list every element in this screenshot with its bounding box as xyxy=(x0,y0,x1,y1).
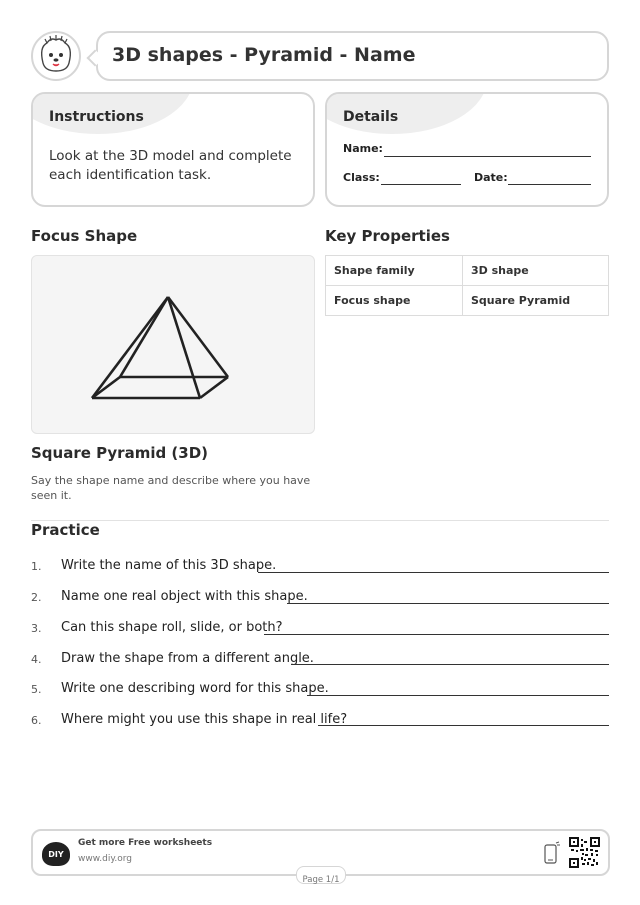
answer-line[interactable] xyxy=(258,572,609,573)
question-number: 1. xyxy=(31,560,42,573)
details-heading: Details xyxy=(343,109,399,125)
table-row xyxy=(326,256,609,286)
key-properties-heading: Key Properties xyxy=(325,227,450,245)
name-label: Name: xyxy=(343,142,383,155)
question-text: Where might you use this shape in real life? xyxy=(61,712,348,727)
diy-logo[interactable] xyxy=(42,842,70,866)
title-card xyxy=(96,31,609,81)
property-label: Shape family xyxy=(326,256,463,286)
property-label: Focus shape xyxy=(326,286,463,316)
footer-promo: Get more Free worksheets xyxy=(78,838,213,848)
page-number-badge xyxy=(296,866,346,884)
date-field[interactable] xyxy=(508,184,591,185)
question-number: 4. xyxy=(31,653,42,666)
question-text: Can this shape roll, slide, or both? xyxy=(61,620,283,635)
question-number: 2. xyxy=(31,591,42,604)
phone-icon xyxy=(543,841,561,869)
question-number: 6. xyxy=(31,714,42,727)
instructions-card xyxy=(31,92,315,207)
square-pyramid-icon xyxy=(32,256,314,433)
page-number: Page 1/1 xyxy=(302,875,340,885)
shape-caption-title: Square Pyramid (3D) xyxy=(31,444,209,462)
name-field[interactable] xyxy=(384,156,591,157)
answer-line[interactable] xyxy=(291,664,609,665)
question-text: Write the name of this 3D shape. xyxy=(61,558,277,573)
table-row xyxy=(326,286,609,316)
answer-line[interactable] xyxy=(287,603,609,604)
practice-heading: Practice xyxy=(31,521,100,539)
question-text: Name one real object with this shape. xyxy=(61,589,308,604)
property-value: Square Pyramid xyxy=(463,286,609,316)
class-field[interactable] xyxy=(381,184,461,185)
page-title: 3D shapes - Pyramid - Name xyxy=(112,44,416,66)
mascot-avatar xyxy=(31,31,81,81)
question-number: 3. xyxy=(31,622,42,635)
answer-line[interactable] xyxy=(318,725,609,726)
shape-image-panel xyxy=(31,255,315,434)
answer-line[interactable] xyxy=(307,695,609,696)
qr-code-icon[interactable] xyxy=(569,837,600,872)
question-text: Write one describing word for this shape. xyxy=(61,681,329,696)
instructions-text: Look at the 3D model and complete each identification task. xyxy=(49,148,292,183)
property-value: 3D shape xyxy=(463,256,609,286)
question-text: Draw the shape from a different angle. xyxy=(61,651,314,666)
class-label: Class: xyxy=(343,171,380,184)
diy-logo-text: DIY xyxy=(48,850,64,859)
key-properties-table xyxy=(325,255,609,316)
footer-url[interactable]: www.diy.org xyxy=(78,854,132,864)
date-label: Date: xyxy=(474,171,508,184)
focus-heading: Focus Shape xyxy=(31,227,138,245)
shape-caption-text: Say the shape name and describe where you have seen it. xyxy=(31,474,311,502)
instructions-heading: Instructions xyxy=(49,109,144,125)
details-card xyxy=(325,92,609,207)
question-number: 5. xyxy=(31,683,42,696)
section-divider xyxy=(31,520,609,521)
mascot-icon xyxy=(33,33,79,79)
answer-line[interactable] xyxy=(264,634,609,635)
